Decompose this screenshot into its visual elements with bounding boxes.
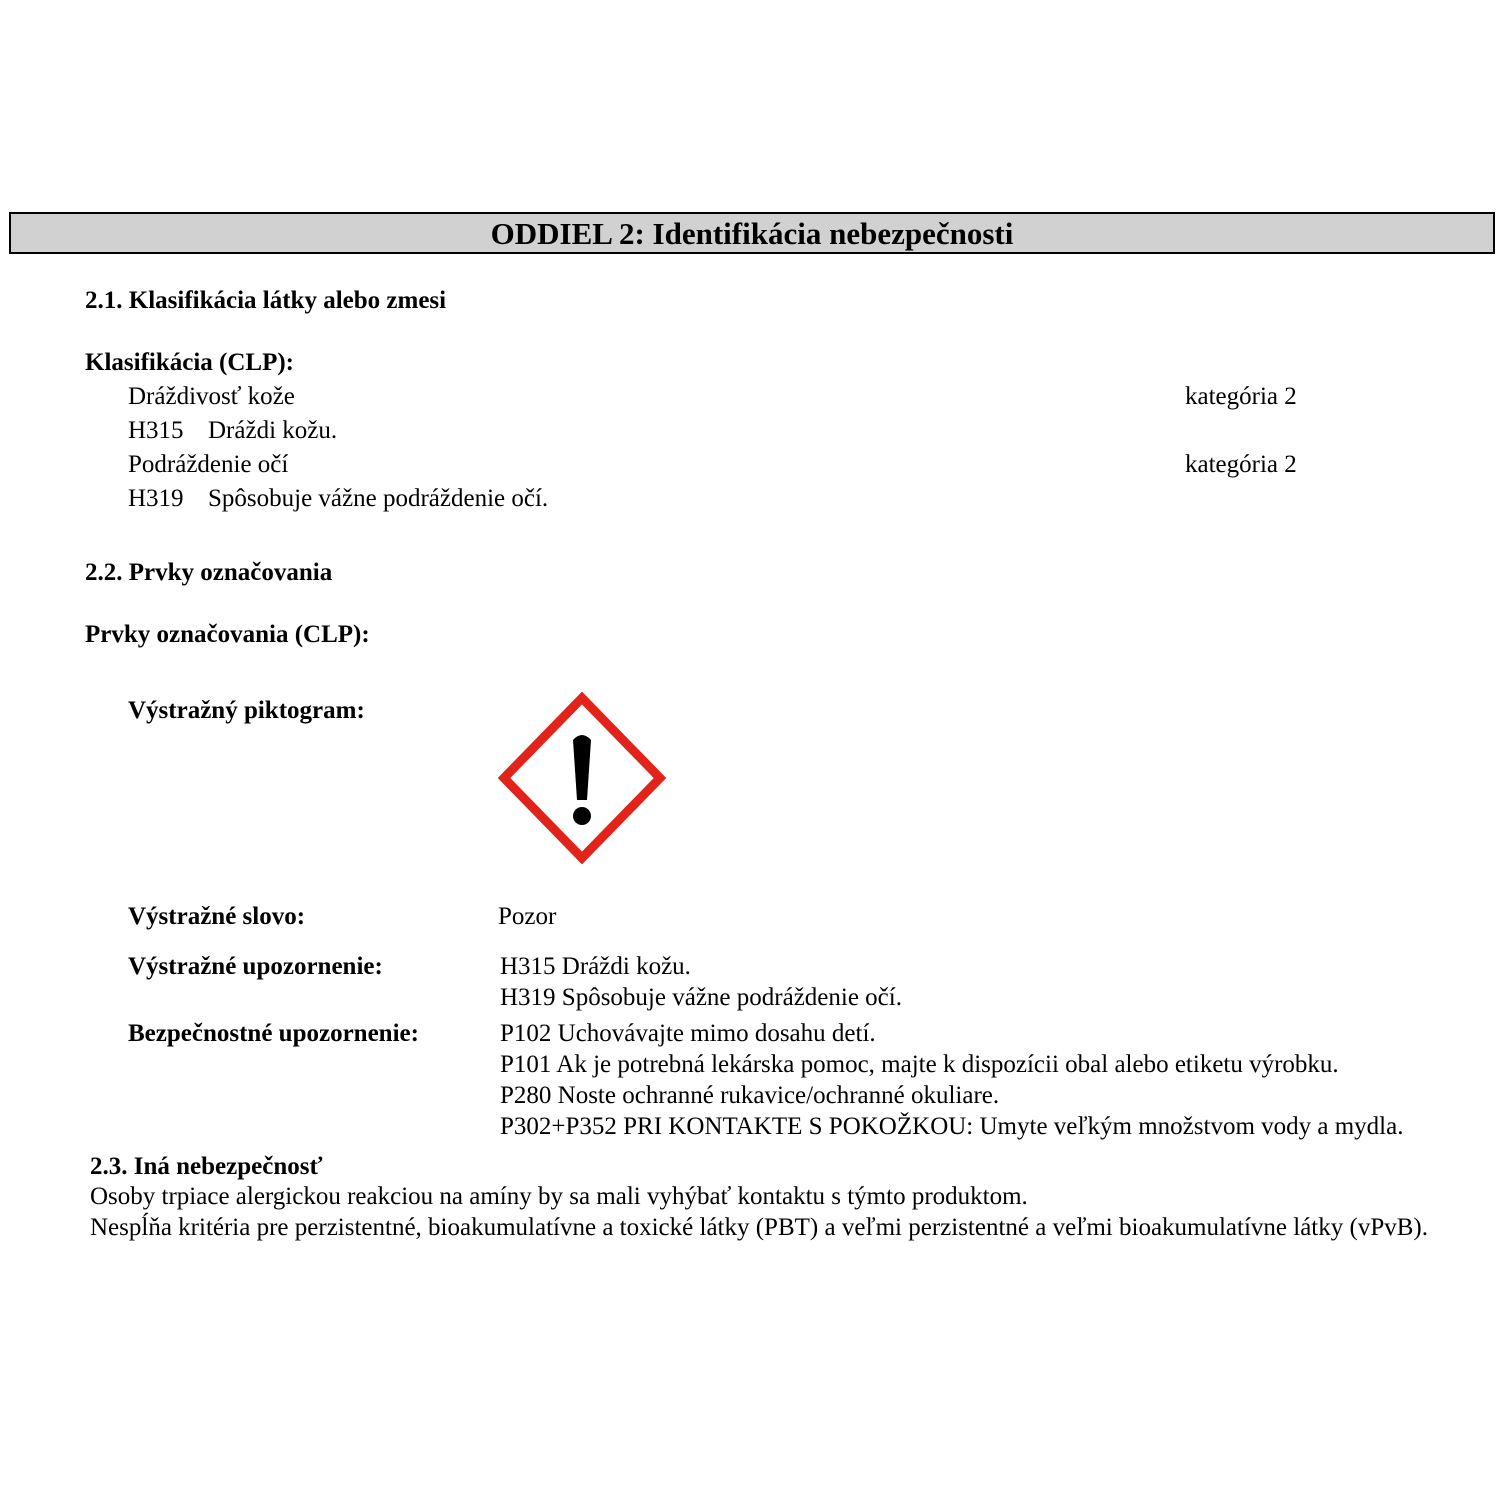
heading-2-3: 2.3. Iná nebezpečnosť xyxy=(90,1153,323,1180)
hazard-statement-1: H315 Dráždi kožu. xyxy=(500,953,691,980)
signal-word-value: Pozor xyxy=(498,903,557,930)
precaution-statement-3: P280 Noste ochranné rukavice/ochranné okuliare. xyxy=(500,1082,1000,1109)
h-code-2: H319 xyxy=(128,485,184,512)
other-hazard-line-1: Osoby trpiace alergickou reakciou na amíny by sa mali vyhýbať kontaktu s týmto produktom. xyxy=(90,1183,1028,1210)
precaution-statements-label: Bezpečnostné upozornenie: xyxy=(128,1020,419,1047)
h-text-2: Spôsobuje vážne podráždenie očí. xyxy=(208,485,549,512)
heading-2-2: 2.2. Prvky označovania xyxy=(85,559,333,586)
h-code-1: H315 xyxy=(128,417,184,444)
labelling-clp-label: Prvky označovania (CLP): xyxy=(85,621,370,648)
hazard-statement-2: H319 Spôsobuje vážne podráždenie očí. xyxy=(500,984,902,1011)
classification-category-1: kategória 2 xyxy=(1185,383,1297,410)
pictogram-label: Výstražný piktogram: xyxy=(128,697,365,724)
section-header xyxy=(9,212,1495,254)
precaution-statement-1: P102 Uchovávajte mimo dosahu detí. xyxy=(500,1020,876,1047)
classification-row-1: Dráždivosť kože xyxy=(128,383,295,410)
other-hazard-line-2: Nespĺňa kritéria pre perzistentné, bioakumulatívne a toxické látky (PBT) a veľmi perzistentné a veľmi bioakumulatívne látky (vPvB). xyxy=(90,1214,1428,1241)
section-title: ODDIEL 2: Identifikácia nebezpečnosti xyxy=(490,216,1014,251)
heading-2-1: 2.1. Klasifikácia látky alebo zmesi xyxy=(85,287,447,314)
classification-row-2: Podráždenie očí xyxy=(128,451,289,478)
hazard-statements-label: Výstražné upozornenie: xyxy=(128,953,383,980)
exclamation-mark-ghs07-icon xyxy=(498,692,666,864)
precaution-statement-2: P101 Ak je potrebná lekárska pomoc, majte k dispozícii obal alebo etiketu výrobku. xyxy=(500,1051,1339,1078)
classification-clp-label: Klasifikácia (CLP): xyxy=(85,349,295,376)
classification-category-2: kategória 2 xyxy=(1185,451,1297,478)
precaution-statement-4: P302+P352 PRI KONTAKTE S POKOŽKOU: Umyte veľkým množstvom vody a mydla. xyxy=(500,1113,1404,1140)
signal-word-label: Výstražné slovo: xyxy=(128,903,306,930)
h-text-1: Dráždi kožu. xyxy=(208,417,338,444)
